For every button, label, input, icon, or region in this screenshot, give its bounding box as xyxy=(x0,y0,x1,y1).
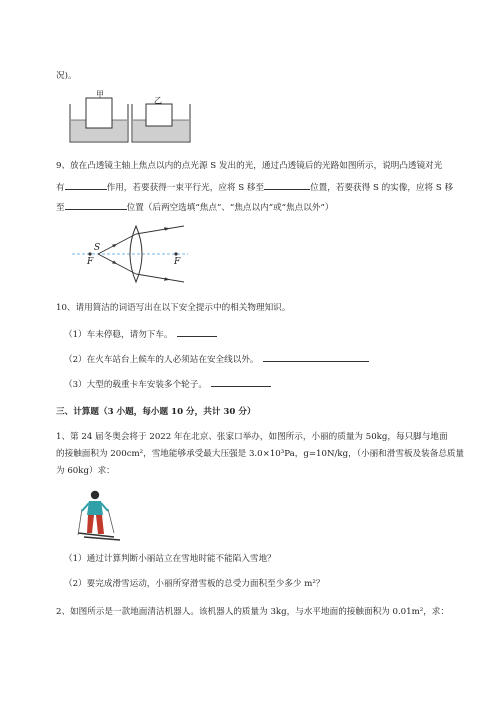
label-f-left: F xyxy=(87,257,94,267)
q10-item-2: （2）在火车站台上候车的人必须站在安全线以外。 xyxy=(64,355,259,365)
q9-line1: 9、放在凸透镜主轴上焦点以内的点光源 S 发出的光，通过凸透镜后的光路如图所示，说明凸透镜对光 xyxy=(56,161,443,171)
q9-blank-2[interactable] xyxy=(264,180,310,190)
label-f-right: F xyxy=(174,257,181,267)
q1-sub-1: （1）通过计算判断小丽站立在雪地时能不能陷入雪地？ xyxy=(64,554,276,564)
section-title: 三、计算题（3 小题，每小题 10 分，共计 30 分） xyxy=(56,407,256,417)
skier-illustration xyxy=(74,487,124,543)
q2-line1: 2、如图所示是一款地面清洁机器人。该机器人的质量为 3kg，与水平地面的接触面积为 0.01m²，求： xyxy=(56,607,449,617)
figure-lens xyxy=(70,222,190,286)
q9-line3-a: 至 xyxy=(56,203,65,213)
q9-blank-1[interactable] xyxy=(65,180,107,190)
q9-line2-a: 有 xyxy=(56,183,65,193)
q1-line3: 为 60kg）求： xyxy=(56,466,115,476)
q9-line2-b: 作用，若要获得一束平行光，应将 S 移至 xyxy=(106,183,265,193)
q10-title: 10、请用简洁的词语写出在以下安全提示中的相关物理知识。 xyxy=(56,303,291,313)
q10-blank-1[interactable] xyxy=(177,327,217,337)
q9-line3-b: 位置（后两空选填“焦点”、“焦点以内”或“焦点以外”） xyxy=(126,203,334,213)
q1-line1: 1、第 24 届冬奥会将于 2022 年在北京、张家口举办，如图所示，小丽的质量为 50kg，每只脚与地面 xyxy=(56,432,448,442)
q10-blank-3[interactable] xyxy=(211,377,271,387)
q9-blank-3[interactable] xyxy=(65,200,127,210)
q10-item-1: （1）车未停稳，请勿下车。 xyxy=(64,330,173,340)
label-jia: 甲 xyxy=(96,90,104,99)
label-s: S xyxy=(94,243,101,253)
q10-blank-2[interactable] xyxy=(263,352,369,362)
q10-item-3: （3）大型的载重卡车安装多个轮子。 xyxy=(64,380,207,390)
q9-line2-c: 位置，若要获得 S 的实像，应将 S 移 xyxy=(310,183,454,193)
q1-line2: 的接触面积为 200cm²，雪地能够承受最大压强是 3.0×10³Pa，g=10N/kg，（小丽和滑雪板及装备总质量 xyxy=(56,449,465,459)
q1-sub-2: （2）要完成滑雪运动，小丽所穿滑雪板的总受力面积至少多少 m²？ xyxy=(64,579,325,589)
figure-containers xyxy=(66,86,194,146)
label-yi: 乙 xyxy=(154,96,162,105)
top-fragment: 况)。 xyxy=(56,71,77,81)
